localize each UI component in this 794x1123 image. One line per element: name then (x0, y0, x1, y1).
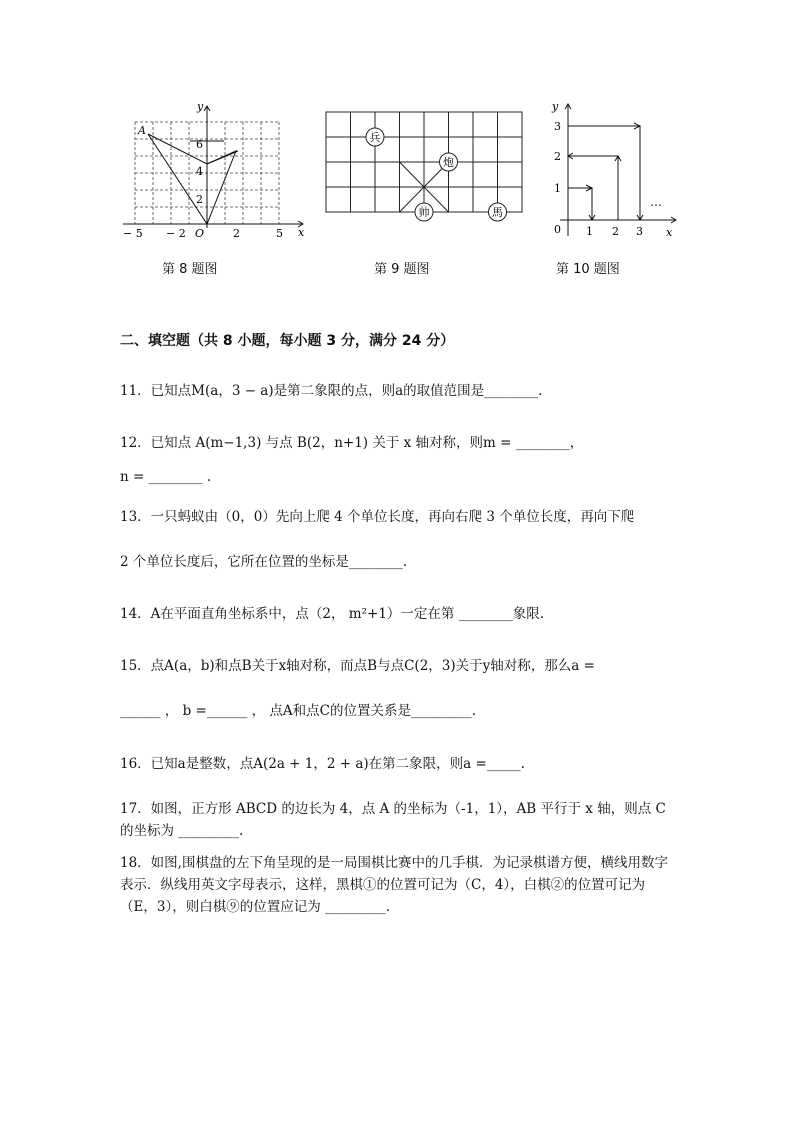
fig10-tick-x3: 3 (636, 225, 643, 238)
fig8-tick-y2: 2 (196, 193, 203, 206)
fig8-tick-xm5: − 5 (123, 227, 143, 240)
fig8-origin: O (195, 227, 205, 240)
fig8-tick-xm2: − 2 (166, 227, 186, 240)
piece-bing: 兵 (369, 131, 381, 144)
figure-10-caption: 第 10 题图 (556, 262, 620, 277)
fig10-tick-y2: 2 (554, 150, 561, 163)
question-12: 12．已知点 A(m−1,3) 与点 B(2，n+1) 关于 x 轴对称，则m = ________， (120, 435, 584, 451)
fig10-tick-x2: 2 (612, 225, 619, 238)
question-14: 14．A在平面直角坐标系中，点（2， m²+1）一定在第 ________象限. (120, 606, 545, 622)
fig10-x-label: x (666, 226, 673, 239)
fig8-point-a: A (138, 124, 146, 137)
piece-pao: 炮 (443, 156, 454, 169)
piece-shuai: 帅 (418, 206, 430, 219)
fig8-tick-y6: 6 (196, 138, 203, 151)
question-16: 16．已知a是整数，点A(2a + 1，2 + a)在第二象限，则a =_____. (120, 756, 525, 772)
fig10-tick-y3: 3 (554, 120, 561, 133)
fig8-y-label: y (197, 100, 204, 113)
figure-9-chess-board (322, 108, 528, 238)
fig10-tick-y1: 1 (554, 182, 561, 195)
question-13: 13．一只蚂蚁由（0，0）先向上爬 4 个单位长度，再向右爬 3 个单位长度，再向下爬 (120, 509, 635, 525)
question-17: 17．如图，正方形 ABCD 的边长为 4，点 A 的坐标为（-1，1），AB 平行于 x 轴，则点 C 的坐标为 _________. (120, 801, 666, 839)
fig8-tick-x5: 5 (276, 227, 283, 240)
question-11: 11．已知点M(a，3 − a)是第二象限的点，则a的取值范围是________. (120, 383, 543, 399)
fig10-y-label: y (552, 100, 559, 113)
piece-ma: 馬 (492, 206, 503, 219)
question-13-cont: 2 个单位长度后，它所在位置的坐标是________. (120, 554, 408, 570)
figure-9-caption: 第 9 题图 (374, 262, 430, 277)
figure-8-caption: 第 8 题图 (162, 262, 218, 277)
fig10-ellipsis: … (650, 195, 662, 209)
question-18: 18．如图,围棋盘的左下角呈现的是一局围棋比赛中的几手棋．为记录棋谱方便，横线用数字表示．纵线用英文字母表示，这样，黑棋①的位置可记为（C，4），白棋②的位置可记为（E，3），则白棋⑨的位置应记为 _________. (120, 855, 668, 915)
question-12-cont: n = ________ . (120, 469, 212, 485)
fig8-x-label: x (298, 226, 305, 239)
fig10-tick-x1: 1 (586, 225, 593, 238)
fig8-tick-x2: 2 (233, 227, 240, 240)
question-15: 15．点A(a，b)和点B关于x轴对称，而点B与点C(2，3)关于y轴对称，那么a = (120, 658, 595, 674)
question-15-cont: ______ ， b =______ ， 点A和点C的位置关系是_________. (120, 703, 477, 719)
fig8-tick-y4: 4 (196, 165, 203, 178)
fig10-origin: 0 (554, 223, 561, 236)
figure-10-path-diagram (540, 96, 680, 241)
section-title: 二、填空题（共 8 小题，每小题 3 分，满分 24 分） (120, 333, 455, 349)
figure-8-coordinate-grid (118, 96, 308, 241)
